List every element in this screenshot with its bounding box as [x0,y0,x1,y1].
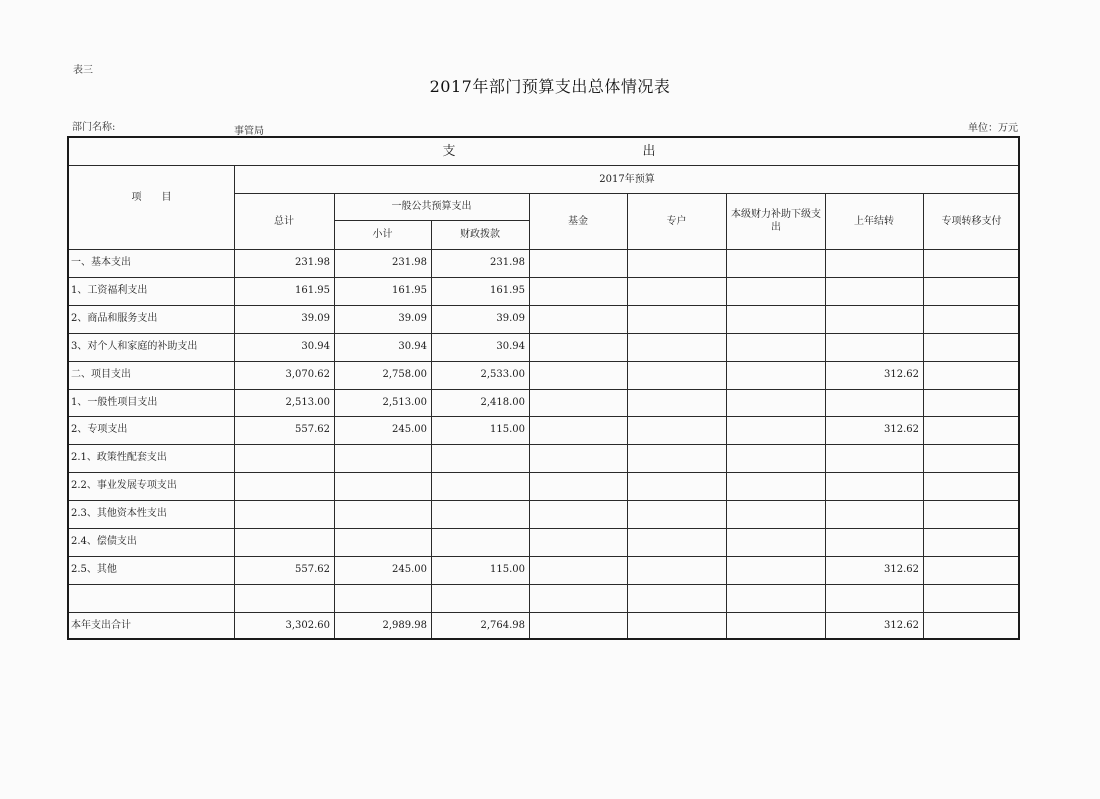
rule [234,249,235,638]
rule [726,249,727,638]
table-number: 表三 [73,65,93,76]
row-value-fiscal: 2,418.00 [480,397,525,408]
rule [69,472,1018,473]
rule [69,528,1018,529]
row-value-subtotal: 231.98 [392,257,427,268]
row-value-subtotal: 2,989.98 [382,620,427,631]
rule [334,249,335,638]
row-value-fiscal: 30.94 [496,341,525,352]
row-value-fiscal: 231.98 [490,257,525,268]
department-label: 部门名称: [72,122,116,133]
row-item-label: 1、一般性项目支出 [71,397,158,408]
rule [69,305,1018,306]
row-value-carryover: 312.62 [884,424,919,435]
row-item-label: 2、商品和服务支出 [71,313,158,324]
row-value-total: 30.94 [301,341,330,352]
row-value-total: 557.62 [295,564,330,575]
row-item-label: 二、项目支出 [71,369,131,380]
rule [726,193,727,249]
budget-2017-header: 2017年预算 [599,173,655,185]
row-value-fiscal: 115.00 [490,424,525,435]
special-transfer-column-header: 专项转移支付 [941,215,1002,227]
row-value-subtotal: 2,513.00 [382,397,427,408]
row-value-carryover: 312.62 [884,620,919,631]
row-item-label: 2.2、事业发展专项支出 [71,480,177,491]
rule [627,249,628,638]
rule [69,361,1018,362]
row-value-subtotal: 161.95 [392,285,427,296]
row-value-total: 2,513.00 [285,397,330,408]
row-value-total: 161.95 [295,285,330,296]
row-value-subtotal: 39.09 [398,313,427,324]
rule [825,249,826,638]
subtotal-column-header: 小计 [372,229,393,240]
row-value-fiscal: 39.09 [496,313,525,324]
row-value-total: 3,302.60 [285,620,330,631]
row-item-label: 一、基本支出 [71,257,131,268]
rule [69,277,1018,278]
row-item-label: 2.4、偿债支出 [71,536,137,547]
rule [69,612,1018,613]
expenditure-header-left: 支 [442,144,456,159]
row-item-label: 2.5、其他 [71,564,117,575]
row-value-total: 39.09 [301,313,330,324]
special-account-column-header: 专户 [666,215,687,227]
row-value-total: 231.98 [295,257,330,268]
subsidy-column-header: 本级财力补助下级支出 [731,209,821,233]
row-value-carryover: 312.62 [884,564,919,575]
row-value-subtotal: 245.00 [392,424,427,435]
item-column-header: 项 目 [131,191,172,203]
row-item-label: 2.1、政策性配套支出 [71,452,167,463]
expenditure-header-right: 出 [642,144,656,159]
row-item-label: 本年支出合计 [71,620,131,631]
rule [923,249,924,638]
row-item-label: 2.3、其他资本性支出 [71,508,167,519]
rule [69,444,1018,445]
budget-table [67,136,1020,640]
row-value-total: 3,070.62 [285,369,330,380]
row-value-fiscal: 2,764.98 [480,620,525,631]
rule [69,500,1018,501]
rule [69,416,1018,417]
rule [69,556,1018,557]
row-value-fiscal: 115.00 [490,564,525,575]
row-value-total: 557.62 [295,424,330,435]
row-item-label: 1、工资福利支出 [71,285,148,296]
row-item-label: 3、对个人和家庭的补助支出 [71,341,198,352]
row-value-fiscal: 161.95 [490,285,525,296]
rule [431,249,432,638]
fund-column-header: 基金 [568,215,588,227]
general-public-budget-header: 一般公共预算支出 [391,201,472,212]
rule [69,249,1018,250]
carryover-column-header: 上年结转 [854,215,894,227]
fiscal-allocation-column-header: 财政拨款 [460,229,500,240]
total-column-header: 总计 [274,215,294,227]
page-title: 2017年部门预算支出总体情况表 [429,77,671,96]
row-value-subtotal: 245.00 [392,564,427,575]
row-value-subtotal: 30.94 [398,341,427,352]
row-value-subtotal: 2,758.00 [382,369,427,380]
row-value-carryover: 312.62 [884,369,919,380]
unit-label: 单位：万元 [968,123,1018,134]
rule [69,584,1018,585]
rule [529,249,530,638]
rule [69,333,1018,334]
rule [69,389,1018,390]
row-value-fiscal: 2,533.00 [480,369,525,380]
department-value: 事管局 [234,126,264,137]
row-item-label: 2、专项支出 [71,424,128,435]
